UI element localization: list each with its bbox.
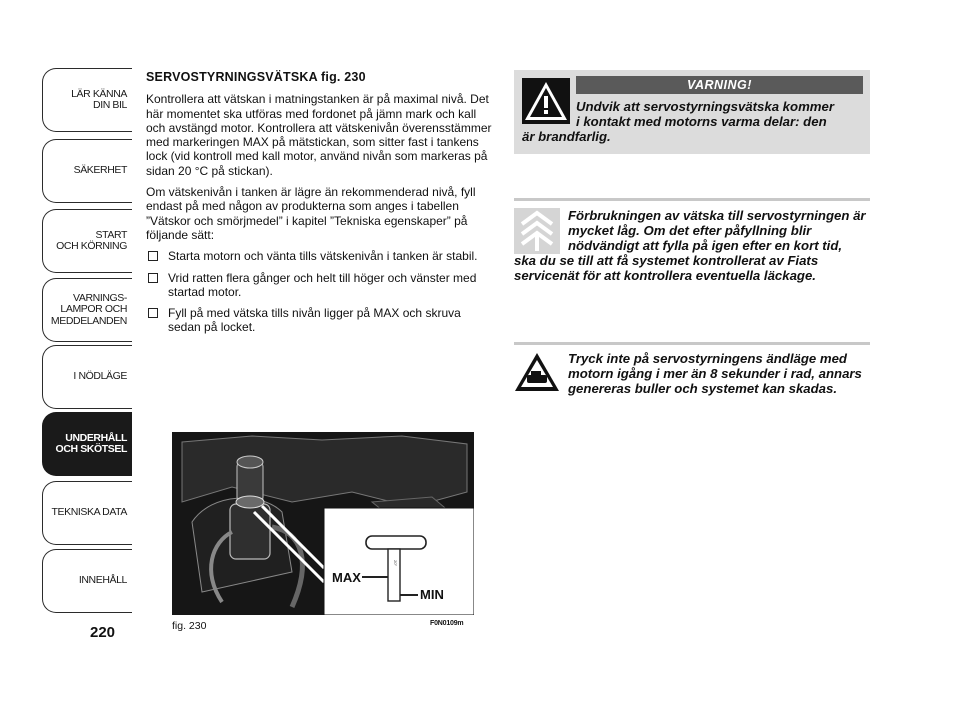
tab-label: I NÖDLÄGE bbox=[73, 370, 127, 383]
divider bbox=[514, 342, 870, 345]
note-steering-limit bbox=[514, 351, 866, 396]
warning-box bbox=[514, 70, 870, 154]
icon-spacer bbox=[514, 208, 568, 252]
warning-line: Undvik att servostyrningsvätska kommer bbox=[576, 99, 834, 114]
step-list bbox=[146, 249, 494, 334]
tab-label: VARNINGS- LAMPOR OCH MEDDELANDEN bbox=[50, 291, 127, 327]
warning-line: i kontakt med motorns varma delar: den bbox=[576, 114, 827, 129]
checkbox-bullet-icon bbox=[148, 308, 158, 318]
icon-spacer bbox=[514, 351, 568, 395]
paragraph: Kontrollera att vätskan i matningstanken är på maximal nivå. Det här momentet ska utföras med fordonet på jämn mark och kall och avstängd motor. Kontrollera att vätskenivån överensstämmer med markeringen MAX på mätstickan, som sitter fast i tankens lock (vid kontroll med kall motor, använd nivån som markeras på sidan 20 °C på stickan). bbox=[146, 92, 492, 178]
tab-label: UNDERHÅLL OCH SKÖTSEL bbox=[55, 431, 127, 455]
note-text: Förbrukningen av vätska till servostyrningen är mycket låg. Om det efter påfyllning blir nödvändigt att fylla på igen efter en kort tid, ska du se till att få systemet kontrollerat av Fiats servicenät för att kontrollera eventuella läckage. bbox=[514, 208, 866, 283]
tab-underhall-och-skotsel[interactable] bbox=[42, 412, 132, 476]
tab-sakerhet[interactable] bbox=[42, 139, 132, 203]
tab-i-nodlage[interactable] bbox=[42, 345, 132, 409]
svg-text:20°: 20° bbox=[393, 559, 398, 567]
main-text-column bbox=[146, 70, 494, 342]
list-item bbox=[146, 271, 494, 300]
tab-label: LÄR KÄNNA DIN BIL bbox=[71, 87, 127, 111]
tab-start-och-korning[interactable] bbox=[42, 209, 132, 273]
min-label: MIN bbox=[420, 587, 444, 602]
tab-lar-kanna-din-bil[interactable] bbox=[42, 68, 132, 132]
step-text: Vrid ratten flera gånger och helt till höger och vänster med startad motor. bbox=[168, 270, 477, 299]
warning-line: är brandfarlig. bbox=[522, 129, 611, 144]
figure-code: F0N0109m bbox=[430, 620, 464, 627]
tab-tekniska-data[interactable] bbox=[42, 481, 132, 545]
step-text: Fyll på med vätska tills nivån ligger på MAX och skruva sedan på locket. bbox=[168, 306, 461, 335]
list-item bbox=[146, 249, 494, 263]
tab-varningslampor[interactable] bbox=[42, 278, 132, 342]
tab-innehall[interactable] bbox=[42, 549, 132, 613]
note-text: Tryck inte på servostyrningens ändläge med motorn igång i mer än 8 sekunder i rad, annars genereras buller och systemet kan skadas. bbox=[568, 351, 862, 396]
paragraph: Om vätskenivån i tanken är lägre än rekommenderad nivå, fyll endast på med någon av produkterna som anges i tabellen ”Vätskor och smörjmedel” i kapitel ”Tekniska egenskaper” på följande sätt: bbox=[146, 185, 476, 242]
warning-text bbox=[522, 99, 867, 144]
chapter-nav bbox=[0, 0, 132, 709]
divider bbox=[514, 198, 870, 201]
car-caution-icon bbox=[514, 351, 560, 393]
tab-label: INNEHÅLL bbox=[78, 574, 127, 587]
page-number: 220 bbox=[90, 624, 116, 641]
section-title: SERVOSTYRNINGSVÄTSKA fig. 230 bbox=[146, 70, 366, 84]
environment-tree-icon bbox=[514, 208, 560, 254]
tab-label: START OCH KÖRNING bbox=[56, 228, 127, 252]
note-leakage bbox=[514, 208, 866, 283]
tab-label: SÄKERHET bbox=[73, 164, 127, 177]
checkbox-bullet-icon bbox=[148, 273, 158, 283]
figure-engine-reservoir bbox=[172, 432, 474, 615]
tab-label: TEKNISKA DATA bbox=[51, 506, 127, 519]
checkbox-bullet-icon bbox=[148, 251, 158, 261]
warning-header: VARNING! bbox=[576, 76, 863, 94]
step-text: Starta motorn och vänta tills vätskenivån i tanken är stabil. bbox=[168, 249, 478, 264]
figure-caption: fig. 230 bbox=[172, 620, 207, 632]
list-item bbox=[146, 306, 494, 335]
max-label: MAX bbox=[332, 570, 361, 585]
